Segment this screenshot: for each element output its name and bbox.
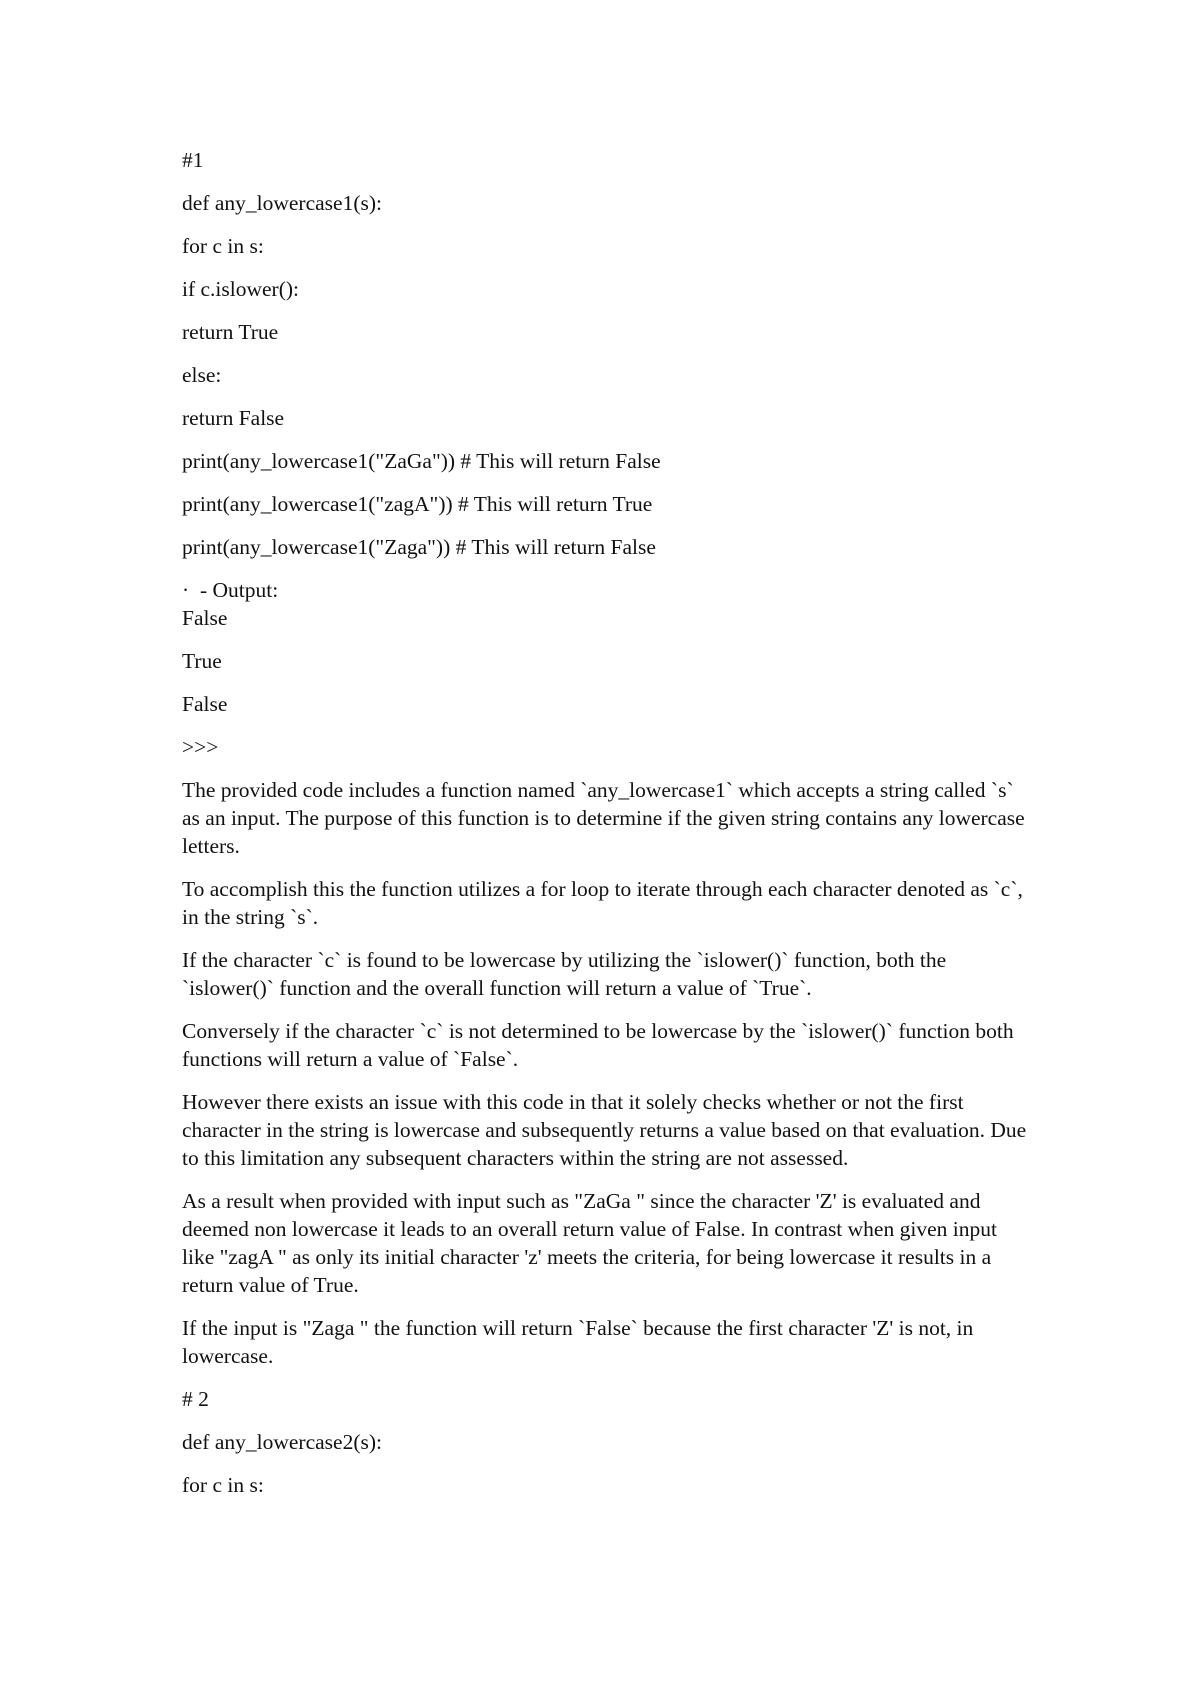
prompt-line: >>> — [182, 735, 219, 759]
output-true: True — [182, 649, 222, 673]
paragraph-5: However there exists an issue with this code in that it solely checks whether or not the first character in the string is lowercase and subsequently returns a value based on that evaluation. Due to this limitation any subsequent characters within the string are not assessed. — [182, 1090, 1027, 1170]
code-line-return-true: return True — [182, 320, 279, 344]
code-line-print-2: print(any_lowercase1("zagA")) # This will return True — [182, 492, 653, 516]
paragraph-3: If the character `c` is found to be lowercase by utilizing the `islower()` function, both the `islower()` function and the overall function will return a value of `True`. — [182, 948, 947, 1000]
output-false-2: False — [182, 692, 228, 716]
code-line-if: if c.islower(): — [182, 277, 300, 301]
paragraph-2: To accomplish this the function utilizes a for loop to iterate through each character denoted as `c`, in the string `s`. — [182, 877, 1023, 929]
code-line-print-3: print(any_lowercase1("Zaga")) # This will return False — [182, 535, 656, 559]
code-line-print-1: print(any_lowercase1("ZaGa")) # This will return False — [182, 449, 661, 473]
output-label-line — [182, 576, 1032, 604]
heading-1: #1 — [182, 148, 204, 172]
paragraph-6: As a result when provided with input such as "ZaGa " since the character 'Z' is evaluated and deemed non lowercase it leads to an overall return value of False. In contrast when given input like "zagA " as only its initial character 'z' meets the criteria, for being lowercase it results in a return value of True. — [182, 1189, 997, 1297]
code-line-def-2: def any_lowercase2(s): — [182, 1430, 382, 1454]
heading-2: # 2 — [182, 1387, 209, 1411]
code-line-def: def any_lowercase1(s): — [182, 191, 382, 215]
code-line-else: else: — [182, 363, 222, 387]
code-line-for-2: for c in s: — [182, 1473, 264, 1497]
code-line-return-false: return False — [182, 406, 285, 430]
code-line-for: for c in s: — [182, 234, 264, 258]
paragraph-7: If the input is "Zaga " the function will return `False` because the first character 'Z' is not, in lowercase. — [182, 1316, 974, 1368]
bullet-icon: · — [182, 578, 190, 602]
output-label: - Output: — [200, 578, 279, 602]
document-content — [182, 146, 1032, 1514]
output-false-1: False — [182, 606, 228, 630]
paragraph-1: The provided code includes a function named `any_lowercase1` which accepts a string called `s` as an input. The purpose of this function is to determine if the given string contains any lowercase letters. — [182, 778, 1025, 858]
paragraph-4: Conversely if the character `c` is not determined to be lowercase by the `islower()` function both functions will return a value of `False`. — [182, 1019, 1014, 1071]
